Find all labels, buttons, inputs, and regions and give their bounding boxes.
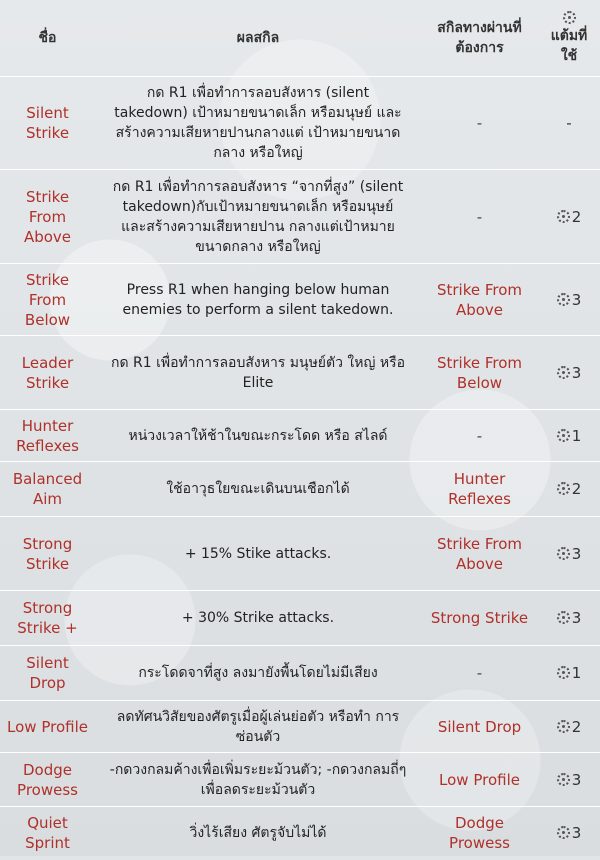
skill-cost-value: 3 <box>571 290 582 309</box>
table-row <box>0 517 600 591</box>
table-row <box>0 77 600 170</box>
skill-cost-value: 3 <box>571 363 582 382</box>
skill-name: Strong Strike <box>0 517 95 591</box>
header-required-label: สกิลทางผ่านที่ต้องการ <box>437 20 522 56</box>
skill-cost-value: 1 <box>571 426 582 445</box>
skill-point-icon <box>557 547 570 560</box>
skill-cost <box>538 591 600 646</box>
table-row <box>0 410 600 462</box>
skill-required: - <box>421 410 538 462</box>
skill-point-icon <box>557 666 570 679</box>
skill-cost <box>538 77 600 170</box>
skill-name: Strike From Above <box>0 170 95 264</box>
skill-required: Dodge Prowess <box>421 807 538 860</box>
table-row <box>0 462 600 517</box>
skill-effect: กด R1 เพื่อทำการลอบสังหาร (silent takedown) เป้าหมายขนาดเล็ก หรือมนุษย์ และสร้างความเสียหายปานกลางแต่ เป้าหมายขนาดกลาง หรือใหญ่ <box>95 77 421 170</box>
skill-required: - <box>421 170 538 264</box>
skill-effect: Press R1 when hanging below human enemies to perform a silent takedown. <box>95 264 421 336</box>
skill-effect: กระโดดจาที่สูง ลงมายังพื้นโดยไม่มีเสียง <box>95 646 421 701</box>
skill-name: Strike From Below <box>0 264 95 336</box>
skill-cost <box>538 807 600 860</box>
skill-name: Leader Strike <box>0 336 95 410</box>
skill-cost-value: 2 <box>571 207 582 226</box>
header-required <box>421 0 538 77</box>
skill-point-icon <box>563 11 576 24</box>
skill-cost <box>538 462 600 517</box>
skill-cost-value: 2 <box>571 717 582 736</box>
table-header-row <box>0 0 600 77</box>
skill-required: Strike From Below <box>421 336 538 410</box>
skill-point-icon <box>557 826 570 839</box>
skill-cost <box>538 517 600 591</box>
skill-point-icon <box>557 720 570 733</box>
skill-cost-value: 3 <box>571 770 582 789</box>
skill-name: Dodge Prowess <box>0 753 95 807</box>
table-row <box>0 591 600 646</box>
table-row <box>0 807 600 860</box>
skill-required: Silent Drop <box>421 701 538 753</box>
table-row <box>0 336 600 410</box>
skill-name: Quiet Sprint <box>0 807 95 860</box>
skill-point-icon <box>557 773 570 786</box>
skill-effect: กด R1 เพื่อทำการลอบสังหาร มนุษย์ตัว ใหญ่ หรือ Elite <box>95 336 421 410</box>
skill-name: Hunter Reflexes <box>0 410 95 462</box>
header-effect: ผลสกิล <box>95 0 421 77</box>
skill-cost-value: - <box>566 114 572 132</box>
skill-point-icon <box>557 482 570 495</box>
skill-point-icon <box>557 366 570 379</box>
skill-effect: ลดทัศนวิสัยของศัตรูเมื่อผู้เล่นย่อตัว หรือทำ การซ่อนตัว <box>95 701 421 753</box>
skill-cost <box>538 336 600 410</box>
skill-point-icon <box>557 429 570 442</box>
skill-required: Strong Strike <box>421 591 538 646</box>
skill-effect: + 30% Strike attacks. <box>95 591 421 646</box>
skill-table-body <box>0 77 600 860</box>
skill-name: Low Profile <box>0 701 95 753</box>
header-cost <box>538 0 600 77</box>
skill-effect: วิ่งไร้เสียง ศัตรูจับไม่ได้ <box>95 807 421 860</box>
table-row <box>0 170 600 264</box>
skill-required: Strike From Above <box>421 517 538 591</box>
skill-effect: + 15% Stike attacks. <box>95 517 421 591</box>
table-row <box>0 753 600 807</box>
table-row <box>0 701 600 753</box>
skill-cost-value: 3 <box>571 544 582 563</box>
skill-name: Silent Drop <box>0 646 95 701</box>
header-cost-label: แต้มที่ใช้ <box>550 27 588 64</box>
table-row <box>0 264 600 336</box>
skill-required: Hunter Reflexes <box>421 462 538 517</box>
skill-effect: ใช้อาวุธใยขณะเดินบนเชือกได้ <box>95 462 421 517</box>
skill-name: Strong Strike + <box>0 591 95 646</box>
skill-name: Balanced Aim <box>0 462 95 517</box>
skill-cost-value: 3 <box>571 824 582 843</box>
skill-point-icon <box>557 210 570 223</box>
skill-required: Strike From Above <box>421 264 538 336</box>
skill-required: - <box>421 77 538 170</box>
skill-cost <box>538 646 600 701</box>
skill-cost <box>538 410 600 462</box>
skill-cost <box>538 753 600 807</box>
skill-effect: หน่วงเวลาให้ช้าในขณะกระโดด หรือ สไลด์ <box>95 410 421 462</box>
header-name: ชื่อ <box>0 0 95 77</box>
skill-effect: กด R1 เพื่อทำการลอบสังหาร “จากที่สูง” (silent takedown)กับเป้าหมายขนาดเล็ก หรือมนุษย์ และสร้างความเสียหายปาน กลางแต่เป้าหมายขนาดกลาง หรือใหญ่ <box>95 170 421 264</box>
skill-cost <box>538 264 600 336</box>
skill-point-icon <box>557 293 570 306</box>
skill-cost <box>538 701 600 753</box>
skill-required: Low Profile <box>421 753 538 807</box>
skill-effect: -กดวงกลมค้างเพื่อเพิ่มระยะม้วนตัว; -กดวงกลมถี่ๆเพื่อลดระยะม้วนตัว <box>95 753 421 807</box>
skill-required: - <box>421 646 538 701</box>
skill-cost-value: 3 <box>571 609 582 627</box>
skill-cost-value: 2 <box>571 480 582 498</box>
skill-name: Silent Strike <box>0 77 95 170</box>
skill-cost <box>538 170 600 264</box>
skill-cost-value: 1 <box>571 664 582 682</box>
table-row <box>0 646 600 701</box>
skill-point-icon <box>557 611 570 624</box>
